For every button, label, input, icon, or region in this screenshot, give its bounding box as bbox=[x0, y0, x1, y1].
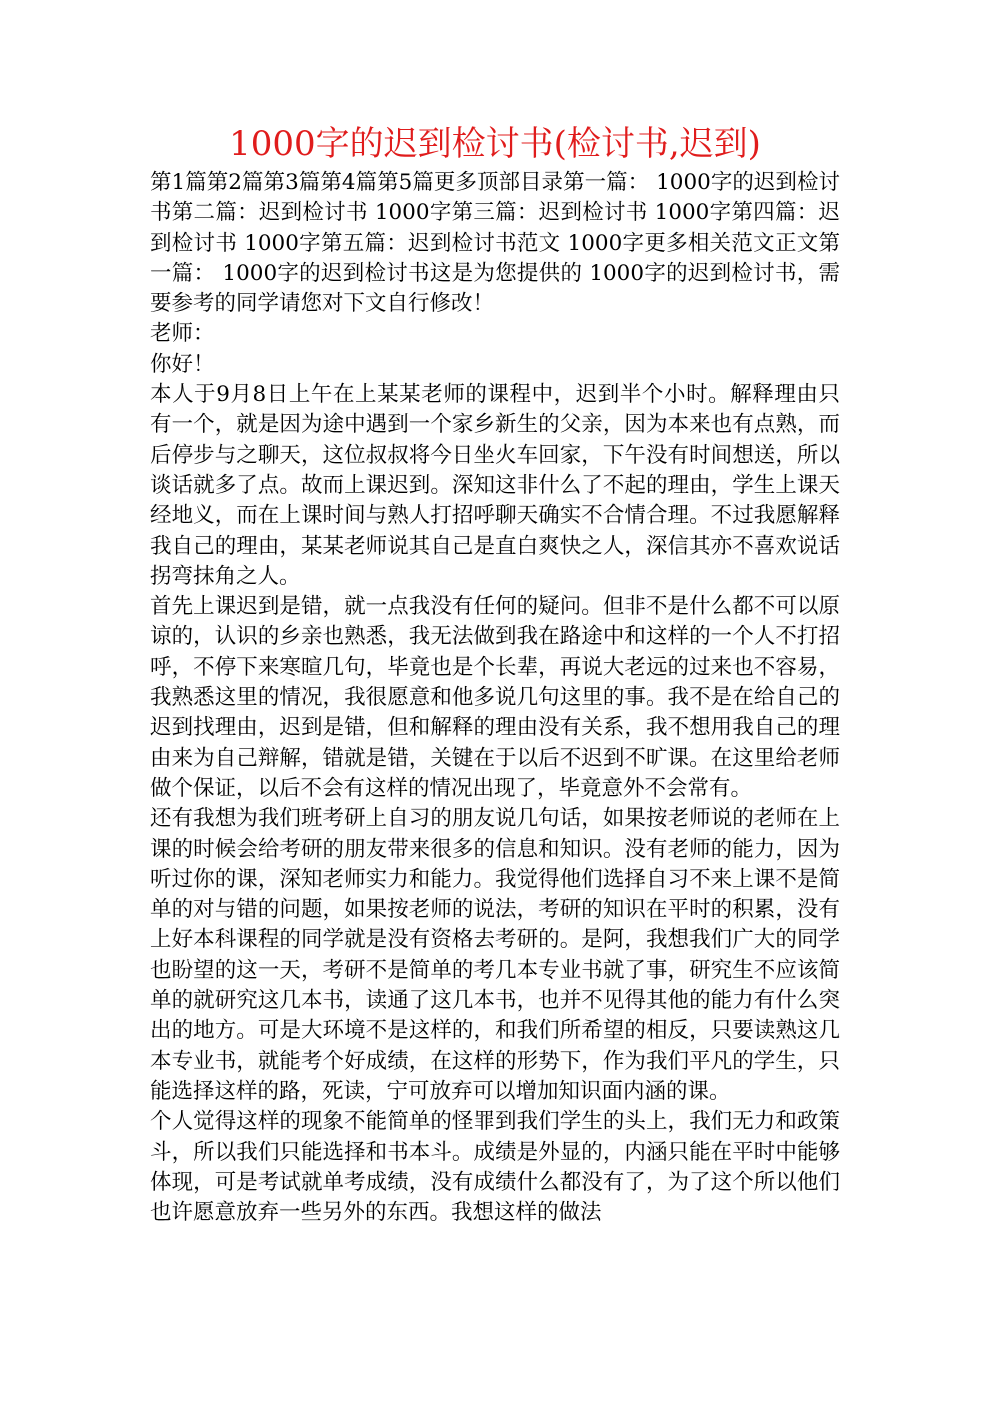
paragraph-body-1: 本人于9月8日上午在上某某老师的课程中，迟到半个小时。解释理由只有一个，就是因为途中遇到一个家乡新生的父亲，因为本来也有点熟，而后停步与之聊天，这位叔叔将今日坐火车回家，下午没有时间想送，所以谈话就多了点。故而上课迟到。深知这非什么了不起的理由，学生上课天经地义，而在上课时间与熟人打招呼聊天确实不合情合理。不过我愿解释我自己的理由，某某老师说其自己是直白爽快之人，深信其亦不喜欢说话拐弯抹角之人。 bbox=[150, 382, 840, 589]
paragraph-body-2: 首先上课迟到是错，就一点我没有任何的疑问。但非不是什么都不可以原谅的，认识的乡亲也熟悉，我无法做到我在路途中和这样的一个人不打招呼，不停下来寒暄几句，毕竟也是个长辈，再说大老远的过来也不容易，我熟悉这里的情况，我很愿意和他多说几句这里的事。我不是在给自己的迟到找理由，迟到是错，但和解释的理由没有关系，我不想用我自己的理由来为自己辩解，错就是错，关键在于以后不迟到不旷课。在这里给老师做个保证，以后不会有这样的情况出现了，毕竟意外不会常有。 bbox=[150, 594, 840, 801]
paragraph-toc: 第1篇第2篇第3篇第4篇第5篇更多顶部目录第一篇： 1000字的迟到检讨书第二篇：迟到检讨书 1000字第三篇：迟到检讨书 1000字第四篇：迟到检讨书 1000字第五篇：迟到检讨书范文 1000字更多相关范文正文第一篇： 1000字的迟到检讨书这是为您提供的 1000字的迟到检讨书，需要参考的同学请您对下文自行修改！ bbox=[150, 170, 840, 317]
paragraph-body-3: 还有我想为我们班考研上自习的朋友说几句话，如果按老师说的老师在上课的时候会给考研的朋友带来很多的信息和知识。没有老师的能力，因为听过你的课，深知老师实力和能力。我觉得他们选择自习不来上课不是简单的对与错的问题，如果按老师的说法，考研的知识在平时的积累，没有上好本科课程的同学就是没有资格去考研的。是阿，我想我们广大的同学也盼望的这一天，考研不是简单的考几本专业书就了事，研究生不应该简单的就研究这几本书，读通了这几本书，也并不见得其他的能力有什么突出的地方。可是大环境不是这样的，和我们所希望的相反，只要读熟这几本专业书，就能考个好成绩，在这样的形势下，作为我们平凡的学生，只能选择这样的路，死读，宁可放弃可以增加知识面内涵的课。 bbox=[150, 806, 840, 1104]
document-page bbox=[150, 120, 840, 1228]
document-title: 1000字的迟到检讨书(检讨书,迟到) bbox=[229, 124, 761, 164]
paragraph-salutation: 老师： bbox=[150, 321, 215, 347]
paragraph-greeting: 你好！ bbox=[150, 351, 215, 377]
paragraph-body-4: 个人觉得这样的现象不能简单的怪罪到我们学生的头上，我们无力和政策斗，所以我们只能选择和书本斗。成绩是外显的，内涵只能在平时中能够体现，可是考试就单考成绩，没有成绩什么都没有了，为了这个所以他们也许愿意放弃一些另外的东西。我想这样的做法 bbox=[150, 1109, 840, 1226]
